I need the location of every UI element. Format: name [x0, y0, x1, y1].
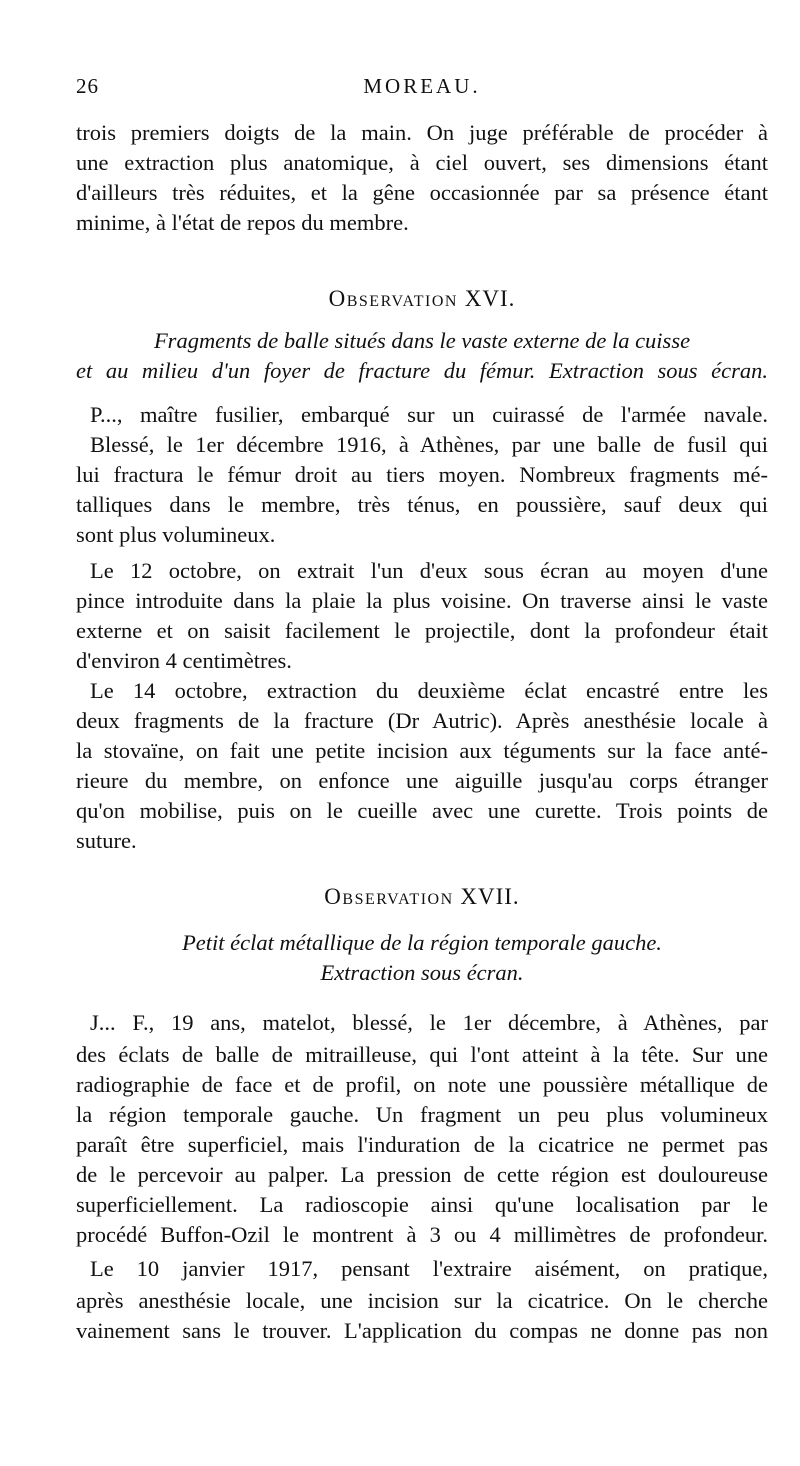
text-line: externe et on saisit facilement le projectile, dont la profondeur était: [76, 618, 768, 643]
observation-subtitle: Extraction sous écran.: [320, 960, 524, 985]
text-line: lui fractura le fémur droit au tiers moyen. Nombreux fragments mé-: [76, 462, 768, 487]
running-head: MOREAU.: [363, 74, 481, 98]
text-line: d'environ 4 centimètres.: [76, 648, 292, 673]
text-line: Le 10 janvier 1917, pensant l'extraire aisément, on pratique,: [90, 1256, 768, 1281]
text-line: sont plus volumineux.: [76, 522, 276, 547]
text-line: deux fragments de la fracture (Dr Autric). Après anesthésie locale à: [76, 708, 768, 733]
observation-number: XVII.: [460, 884, 520, 909]
text-line: J... F., 19 ans, matelot, blessé, le 1er décembre, à Athènes, par: [90, 1010, 768, 1035]
observation-label: Observation: [324, 884, 454, 909]
observation-number: XVI.: [464, 286, 516, 311]
observation-subtitle: Petit éclat métallique de la région temporale gauche.: [182, 930, 662, 955]
text-line: paraît être superficiel, mais l'induration de la cicatrice ne permet pas: [76, 1132, 768, 1157]
text-line: suture.: [76, 828, 137, 853]
text-line: vainement sans le trouver. L'application du compas ne donne pas non: [76, 1318, 768, 1343]
text-line: minime, à l'état de repos du membre.: [76, 210, 409, 235]
text-line: la stovaïne, on fait une petite incision aux téguments sur la face anté-: [76, 738, 768, 763]
text-line: Blessé, le 1er décembre 1916, à Athènes, par une balle de fusil qui: [90, 432, 768, 457]
observation-heading: [76, 882, 768, 912]
page-header: [76, 74, 768, 104]
text-line: la région temporale gauche. Un fragment un peu plus volumineux: [76, 1102, 768, 1127]
text-line: talliques dans le membre, très ténus, en poussière, sauf deux qui: [76, 492, 768, 517]
text-line: qu'on mobilise, puis on le cueille avec une curette. Trois points de: [76, 798, 768, 823]
text-line: une extraction plus anatomique, à ciel ouvert, ses dimensions étant: [76, 150, 768, 175]
text-line: après anesthésie locale, une incision sur la cicatrice. On le cherche: [76, 1288, 768, 1313]
text-line: d'ailleurs très réduites, et la gêne occasionnée par sa présence étant: [76, 180, 768, 205]
text-line: pince introduite dans la plaie la plus voisine. On traverse ainsi le vaste: [76, 588, 768, 613]
text-line: superficiellement. La radioscopie ainsi qu'une localisation par le: [76, 1192, 768, 1217]
text-line: rieure du membre, on enfonce une aiguille jusqu'au corps étranger: [76, 768, 768, 793]
text-line: procédé Buffon-Ozil le montrent à 3 ou 4 millimètres de profondeur.: [76, 1222, 768, 1247]
text-line: des éclats de balle de mitrailleuse, qui l'ont atteint à la tête. Sur une: [76, 1042, 768, 1067]
observation-heading: [76, 284, 768, 314]
text-line: de le percevoir au palper. La pression de cette région est douloureuse: [76, 1162, 768, 1187]
observation-label: Observation: [328, 286, 458, 311]
text-line: Le 14 octobre, extraction du deuxième éclat encastré entre les: [90, 678, 768, 703]
text-line: Le 12 octobre, on extrait l'un d'eux sous écran au moyen d'une: [90, 558, 768, 583]
observation-subtitle: Fragments de balle situés dans le vaste externe de la cuisse: [153, 328, 691, 353]
text-line: radiographie de face et de profil, on note une poussière métallique de: [76, 1072, 768, 1097]
page-number: 26: [76, 74, 99, 98]
observation-subtitle: et au milieu d'un foyer de fracture du fémur. Extraction sous écran.: [76, 358, 768, 383]
text-line: P..., maître fusilier, embarqué sur un cuirassé de l'armée navale.: [90, 402, 768, 427]
text-line: trois premiers doigts de la main. On juge préférable de procéder à: [76, 120, 768, 145]
